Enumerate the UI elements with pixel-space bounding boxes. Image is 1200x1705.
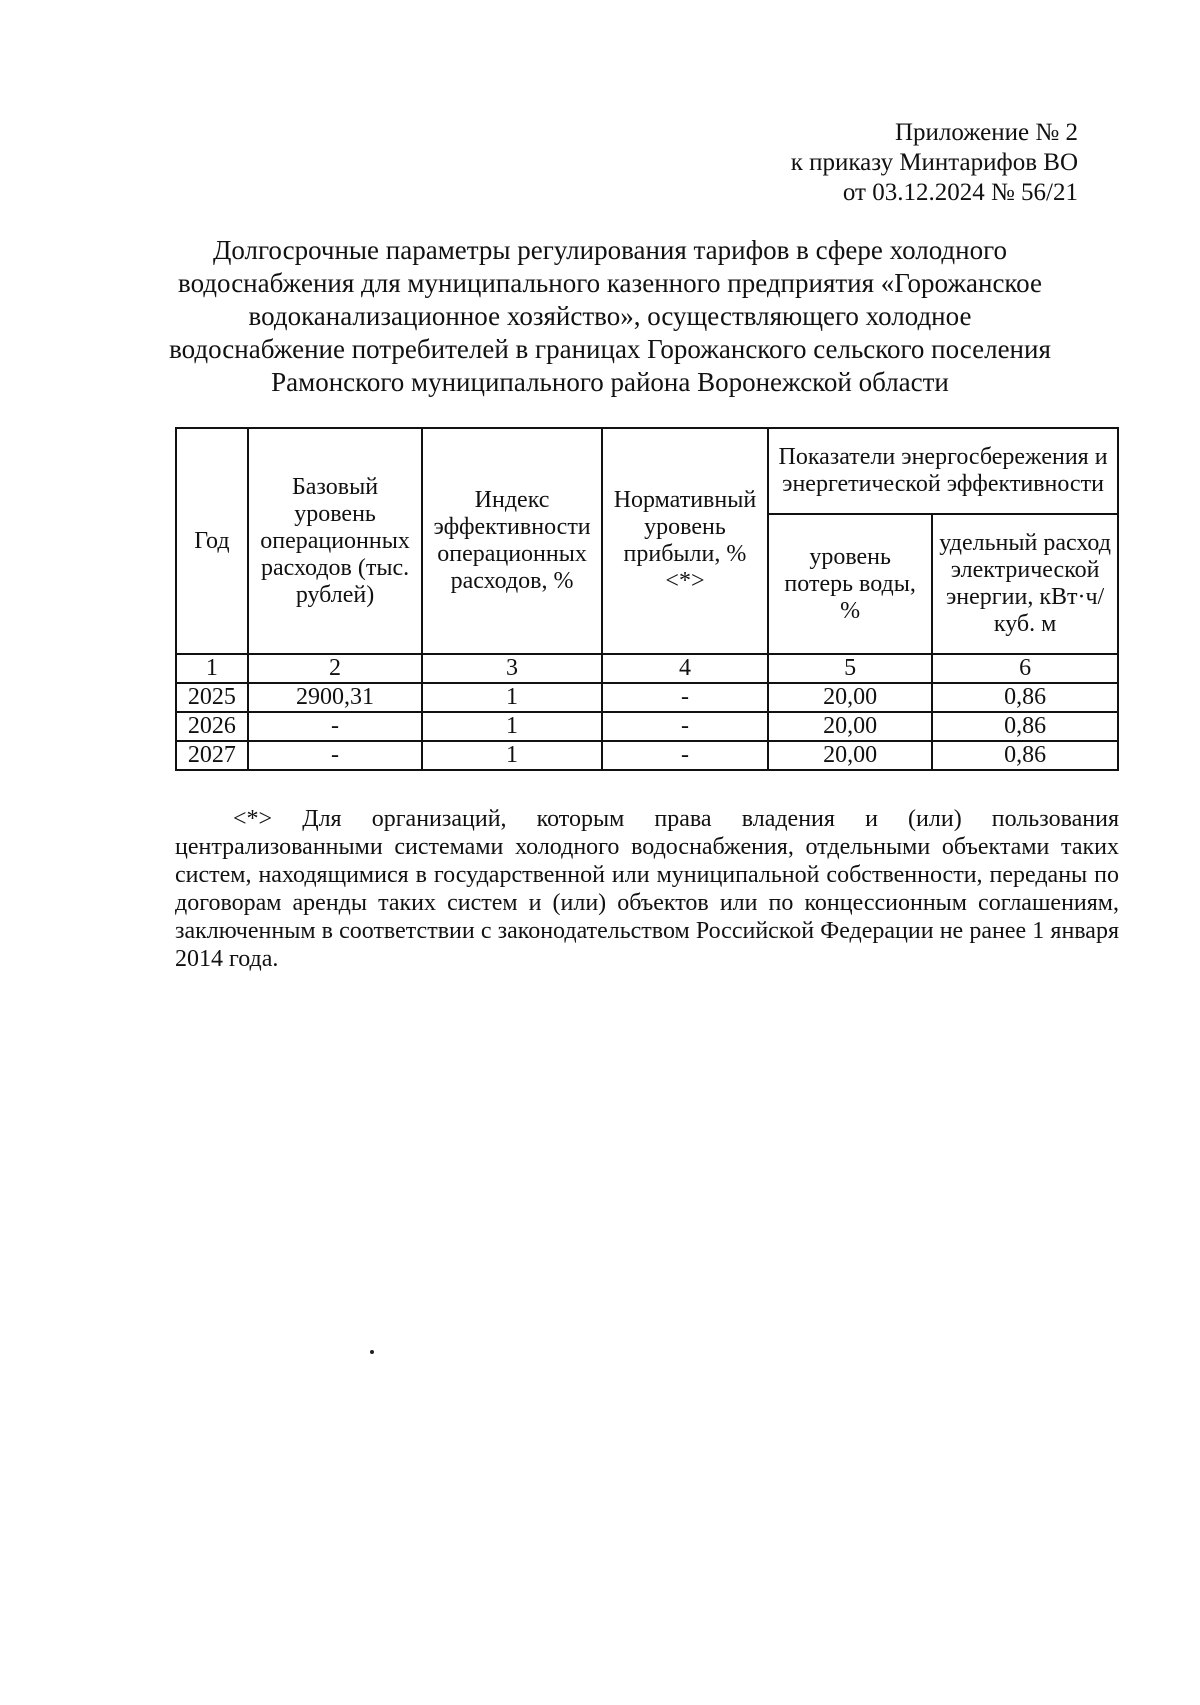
header-water-loss: уровень потерь воды, % xyxy=(768,514,932,654)
cell-water-loss: 20,00 xyxy=(768,712,932,741)
column-number: 1 xyxy=(176,654,248,683)
document-title xyxy=(150,234,1070,399)
column-number: 2 xyxy=(248,654,422,683)
cell-efficiency-index: 1 xyxy=(422,741,602,770)
cell-water-loss: 20,00 xyxy=(768,741,932,770)
column-number: 5 xyxy=(768,654,932,683)
cell-profit-level: - xyxy=(602,712,768,741)
footnote: <*> Для организаций, которым права владения и (или) пользования централизованными системами холодного водоснабжения, отдельными объектами таких систем, находящимися в государственной или муниципальной собственности, переданы по договорам аренды таких систем и (или) объектов или по концессионным соглашениям, заключенным в соответствии с законодательством Российской Федерации не ранее 1 января 2014 года. xyxy=(175,806,1119,972)
title-line: Рамонского муниципального района Воронежской области xyxy=(271,367,949,397)
cell-efficiency-index: 1 xyxy=(422,712,602,741)
header-profit-level: Нормативный уровень прибыли, % <*> xyxy=(602,428,768,654)
table-row xyxy=(176,712,1118,741)
cell-base-level: - xyxy=(248,712,422,741)
column-numbers-row xyxy=(176,654,1118,683)
column-number: 6 xyxy=(932,654,1118,683)
cell-year: 2026 xyxy=(176,712,248,741)
header-base-level: Базовый уровень операционных расходов (тыс. рублей) xyxy=(248,428,422,654)
cell-power-consumption: 0,86 xyxy=(932,712,1118,741)
header-energy-group: Показатели энергосбережения и энергетической эффективности xyxy=(768,428,1118,514)
annex-order-date: от 03.12.2024 № 56/21 xyxy=(842,179,1078,206)
scan-speck xyxy=(370,1350,374,1354)
title-line: Долгосрочные параметры регулирования тарифов в сфере холодного xyxy=(212,235,1008,265)
cell-power-consumption: 0,86 xyxy=(932,683,1118,712)
cell-profit-level: - xyxy=(602,741,768,770)
cell-year: 2027 xyxy=(176,741,248,770)
title-line: водоснабжение потребителей в границах Горожанского сельского поселения xyxy=(169,334,1051,364)
column-number: 4 xyxy=(602,654,768,683)
header-year: Год xyxy=(176,428,248,654)
header-power-consumption: удельный расход электрической энергии, кВт·ч/куб. м xyxy=(932,514,1118,654)
title-line: водоснабжения для муниципального казенного предприятия «Горожанское xyxy=(178,268,1042,298)
cell-base-level: - xyxy=(248,741,422,770)
tariff-parameters-table xyxy=(175,427,1119,771)
cell-efficiency-index: 1 xyxy=(422,683,602,712)
cell-base-level: 2900,31 xyxy=(248,683,422,712)
annex-header xyxy=(791,118,1078,208)
table-row xyxy=(176,741,1118,770)
cell-profit-level: - xyxy=(602,683,768,712)
title-line: водоканализационное хозяйство», осуществляющего холодное xyxy=(248,301,972,331)
column-number: 3 xyxy=(422,654,602,683)
table-row xyxy=(176,683,1118,712)
cell-water-loss: 20,00 xyxy=(768,683,932,712)
annex-order-ref: к приказу Минтарифов ВО xyxy=(790,149,1078,176)
cell-year: 2025 xyxy=(176,683,248,712)
annex-number: Приложение № 2 xyxy=(894,119,1078,146)
cell-power-consumption: 0,86 xyxy=(932,741,1118,770)
header-efficiency-index: Индекс эффективности операционных расходов, % xyxy=(422,428,602,654)
